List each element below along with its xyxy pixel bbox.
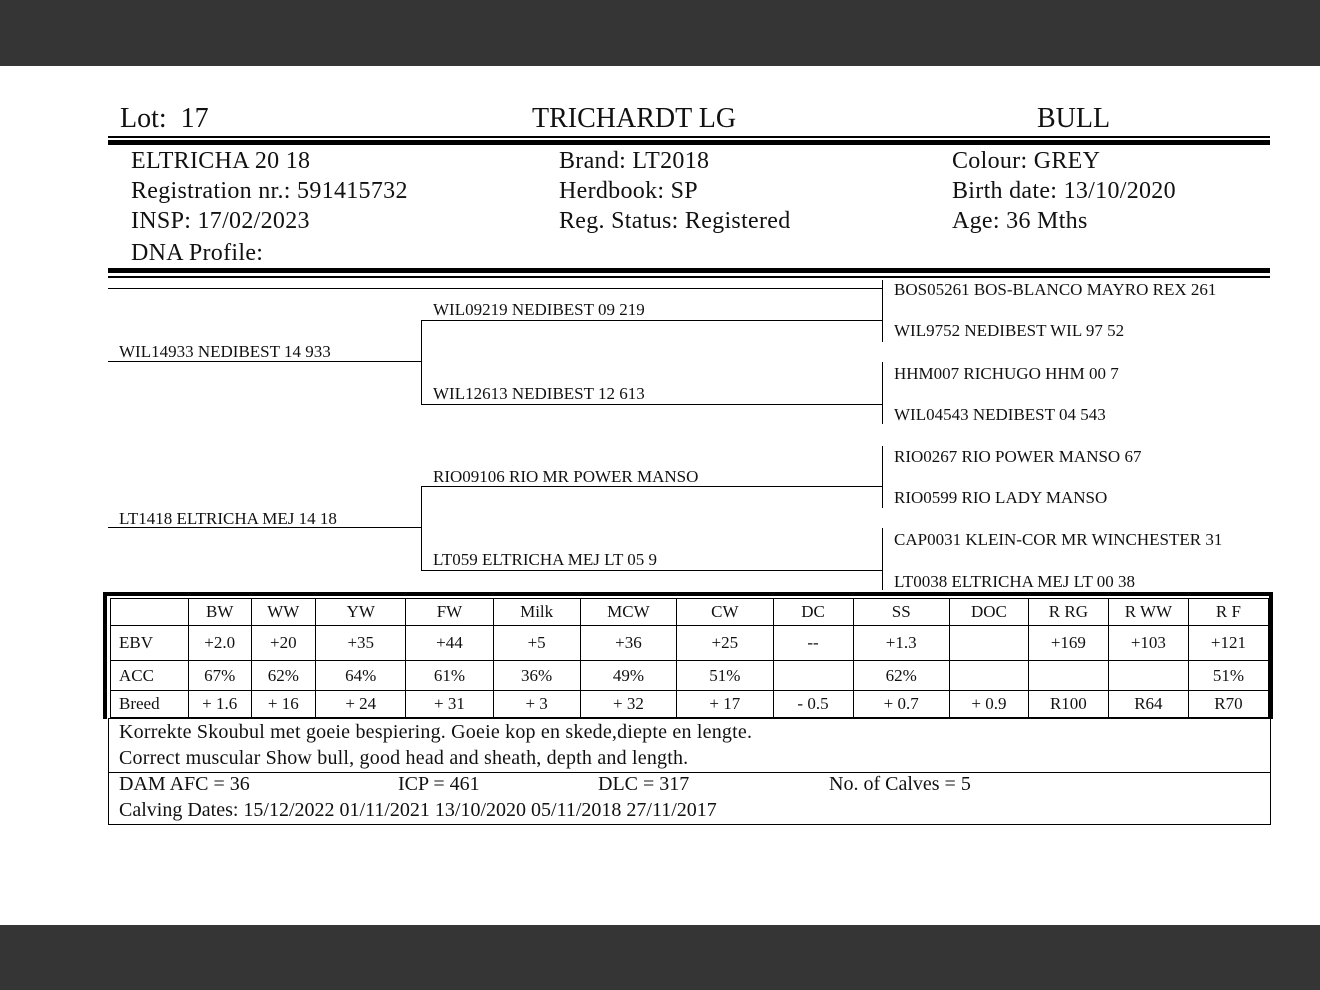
age: Age: 36 Mths [952, 208, 1088, 234]
registration-status: Reg. Status: Registered [559, 208, 791, 234]
ebv-cell: 51% [1188, 661, 1268, 691]
ebv-cell: 64% [316, 661, 406, 691]
top-dark-bar [0, 0, 1320, 66]
ebv-cell: 61% [406, 661, 493, 691]
inspection-date: INSP: 17/02/2023 [131, 208, 310, 234]
ebv-cell: R100 [1028, 691, 1108, 718]
ebv-cell: +25 [677, 626, 773, 661]
ebv-cell: +121 [1188, 626, 1268, 661]
ebv-header-cell: DOC [949, 599, 1028, 626]
pedigree-sire-dam: WIL12613 NEDIBEST 12 613 [433, 384, 645, 403]
registration-number: Registration nr.: 591415732 [131, 178, 408, 204]
details-rule-thin [108, 276, 1270, 278]
ebv-cell [1028, 661, 1108, 691]
pedigree-top-line [108, 288, 883, 289]
dam-calves: No. of Calves = 5 [829, 773, 971, 795]
birth-date: Birth date: 13/10/2020 [952, 178, 1176, 204]
ebv-cell: + 17 [677, 691, 773, 718]
ebv-header-cell: DC [773, 599, 853, 626]
ebv-cell [949, 661, 1028, 691]
ebv-cell: +20 [251, 626, 316, 661]
ebv-cell: -- [773, 626, 853, 661]
ebv-cell [773, 661, 853, 691]
sex-label: BULL [1037, 103, 1111, 134]
ebv-cell: + 1.6 [188, 691, 251, 718]
ebv-header-cell: WW [251, 599, 316, 626]
header-rule-thin [108, 136, 1270, 138]
ebv-cell: - 0.5 [773, 691, 853, 718]
ebv-cell: + 31 [406, 691, 493, 718]
lot-number: 17 [180, 103, 209, 134]
ggp-bracket-4 [882, 528, 883, 590]
ebv-header-cell: BW [188, 599, 251, 626]
ebv-cell: 67% [188, 661, 251, 691]
dam-dlc: DLC = 317 [598, 773, 690, 795]
brand: Brand: LT2018 [559, 148, 710, 174]
details-rule-thick [108, 268, 1270, 273]
ebv-cell: + 0.7 [853, 691, 949, 718]
pedigree-sire-sire: WIL09219 NEDIBEST 09 219 [433, 300, 645, 319]
header-rule-thick [108, 140, 1270, 145]
ebv-cell: +2.0 [188, 626, 251, 661]
ebv-row [111, 626, 1269, 661]
herdbook: Herdbook: SP [559, 178, 698, 204]
ebv-cell: R70 [1188, 691, 1268, 718]
ebv-cell [949, 626, 1028, 661]
pedigree-ggp-5: RIO0267 RIO POWER MANSO 67 [894, 447, 1142, 466]
pedigree-ggp-7: CAP0031 KLEIN-COR MR WINCHESTER 31 [894, 530, 1223, 549]
sire-bracket [421, 320, 422, 404]
ebv-header-cell: R WW [1108, 599, 1188, 626]
ebv-header-row [111, 599, 1269, 626]
animal-name: ELTRICHA 20 18 [131, 148, 311, 174]
comment-english: Correct muscular Show bull, good head and sheath, depth and length. [119, 747, 689, 769]
lot-label [120, 103, 209, 135]
pedigree-dam: LT1418 ELTRICHA MEJ 14 18 [119, 509, 337, 528]
pedigree-dam-sire: RIO09106 RIO MR POWER MANSO [433, 467, 699, 486]
acc-row [111, 661, 1269, 691]
ggp-bracket-1 [882, 280, 883, 342]
ebv-header-cell: R F [1188, 599, 1268, 626]
ebv-row-label: EBV [111, 626, 189, 661]
ebv-cell: 62% [853, 661, 949, 691]
ebv-cell: 51% [677, 661, 773, 691]
ebv-header-cell: YW [316, 599, 406, 626]
sire-sire-line [421, 320, 883, 321]
ebv-cell: +44 [406, 626, 493, 661]
sire-dam-line [421, 404, 883, 405]
ebv-cell [1108, 661, 1188, 691]
ebv-cell: + 3 [493, 691, 580, 718]
ebv-table [110, 598, 1269, 718]
ebv-header-cell [111, 599, 189, 626]
dam-icp: ICP = 461 [398, 773, 480, 795]
ebv-cell: + 16 [251, 691, 316, 718]
ebv-cell: 62% [251, 661, 316, 691]
owner-name: TRICHARDT LG [532, 103, 737, 134]
ggp-bracket-2 [882, 362, 883, 424]
dam-dam-line [421, 570, 883, 571]
ebv-cell: R64 [1108, 691, 1188, 718]
dam-afc: DAM AFC = 36 [119, 773, 250, 795]
colour: Colour: GREY [952, 148, 1101, 174]
pedigree-ggp-4: WIL04543 NEDIBEST 04 543 [894, 405, 1106, 424]
ebv-cell: +103 [1108, 626, 1188, 661]
ebv-header-cell: FW [406, 599, 493, 626]
pedigree-ggp-1: BOS05261 BOS-BLANCO MAYRO REX 261 [894, 280, 1217, 299]
pedigree-ggp-3: HHM007 RICHUGO HHM 00 7 [894, 364, 1119, 383]
ebv-cell: 36% [493, 661, 580, 691]
ebv-header-cell: Milk [493, 599, 580, 626]
pedigree-sire: WIL14933 NEDIBEST 14 933 [119, 342, 331, 361]
ebv-header-cell: MCW [580, 599, 676, 626]
ebv-cell: +36 [580, 626, 676, 661]
ebv-row-label: Breed [111, 691, 189, 718]
ebv-cell: +5 [493, 626, 580, 661]
ebv-cell: + 0.9 [949, 691, 1028, 718]
pedigree-dam-dam: LT059 ELTRICHA MEJ LT 05 9 [433, 550, 658, 569]
ebv-row-label: ACC [111, 661, 189, 691]
pedigree-ggp-8: LT0038 ELTRICHA MEJ LT 00 38 [894, 572, 1136, 591]
ebv-header-cell: CW [677, 599, 773, 626]
dam-bracket [421, 486, 422, 570]
ebv-header-cell: SS [853, 599, 949, 626]
breed-row [111, 691, 1269, 718]
ebv-cell: +1.3 [853, 626, 949, 661]
ebv-cell: + 32 [580, 691, 676, 718]
lot-label-text: Lot: [120, 103, 167, 134]
pedigree-ggp-6: RIO0599 RIO LADY MANSO [894, 488, 1108, 507]
calving-dates: Calving Dates: 15/12/2022 01/11/2021 13/10/2020 05/11/2018 27/11/2017 [119, 799, 717, 821]
ebv-cell: +169 [1028, 626, 1108, 661]
ebv-cell: 49% [580, 661, 676, 691]
ebv-cell: + 24 [316, 691, 406, 718]
ebv-header-cell: R RG [1028, 599, 1108, 626]
comment-afrikaans: Korrekte Skoubul met goeie bespiering. Goeie kop en skede,diepte en lengte. [119, 721, 753, 743]
ebv-cell: +35 [316, 626, 406, 661]
bottom-dark-bar [0, 925, 1320, 990]
ggp-bracket-3 [882, 446, 883, 508]
pedigree-ggp-2: WIL9752 NEDIBEST WIL 97 52 [894, 321, 1125, 340]
dna-profile: DNA Profile: [131, 240, 264, 266]
